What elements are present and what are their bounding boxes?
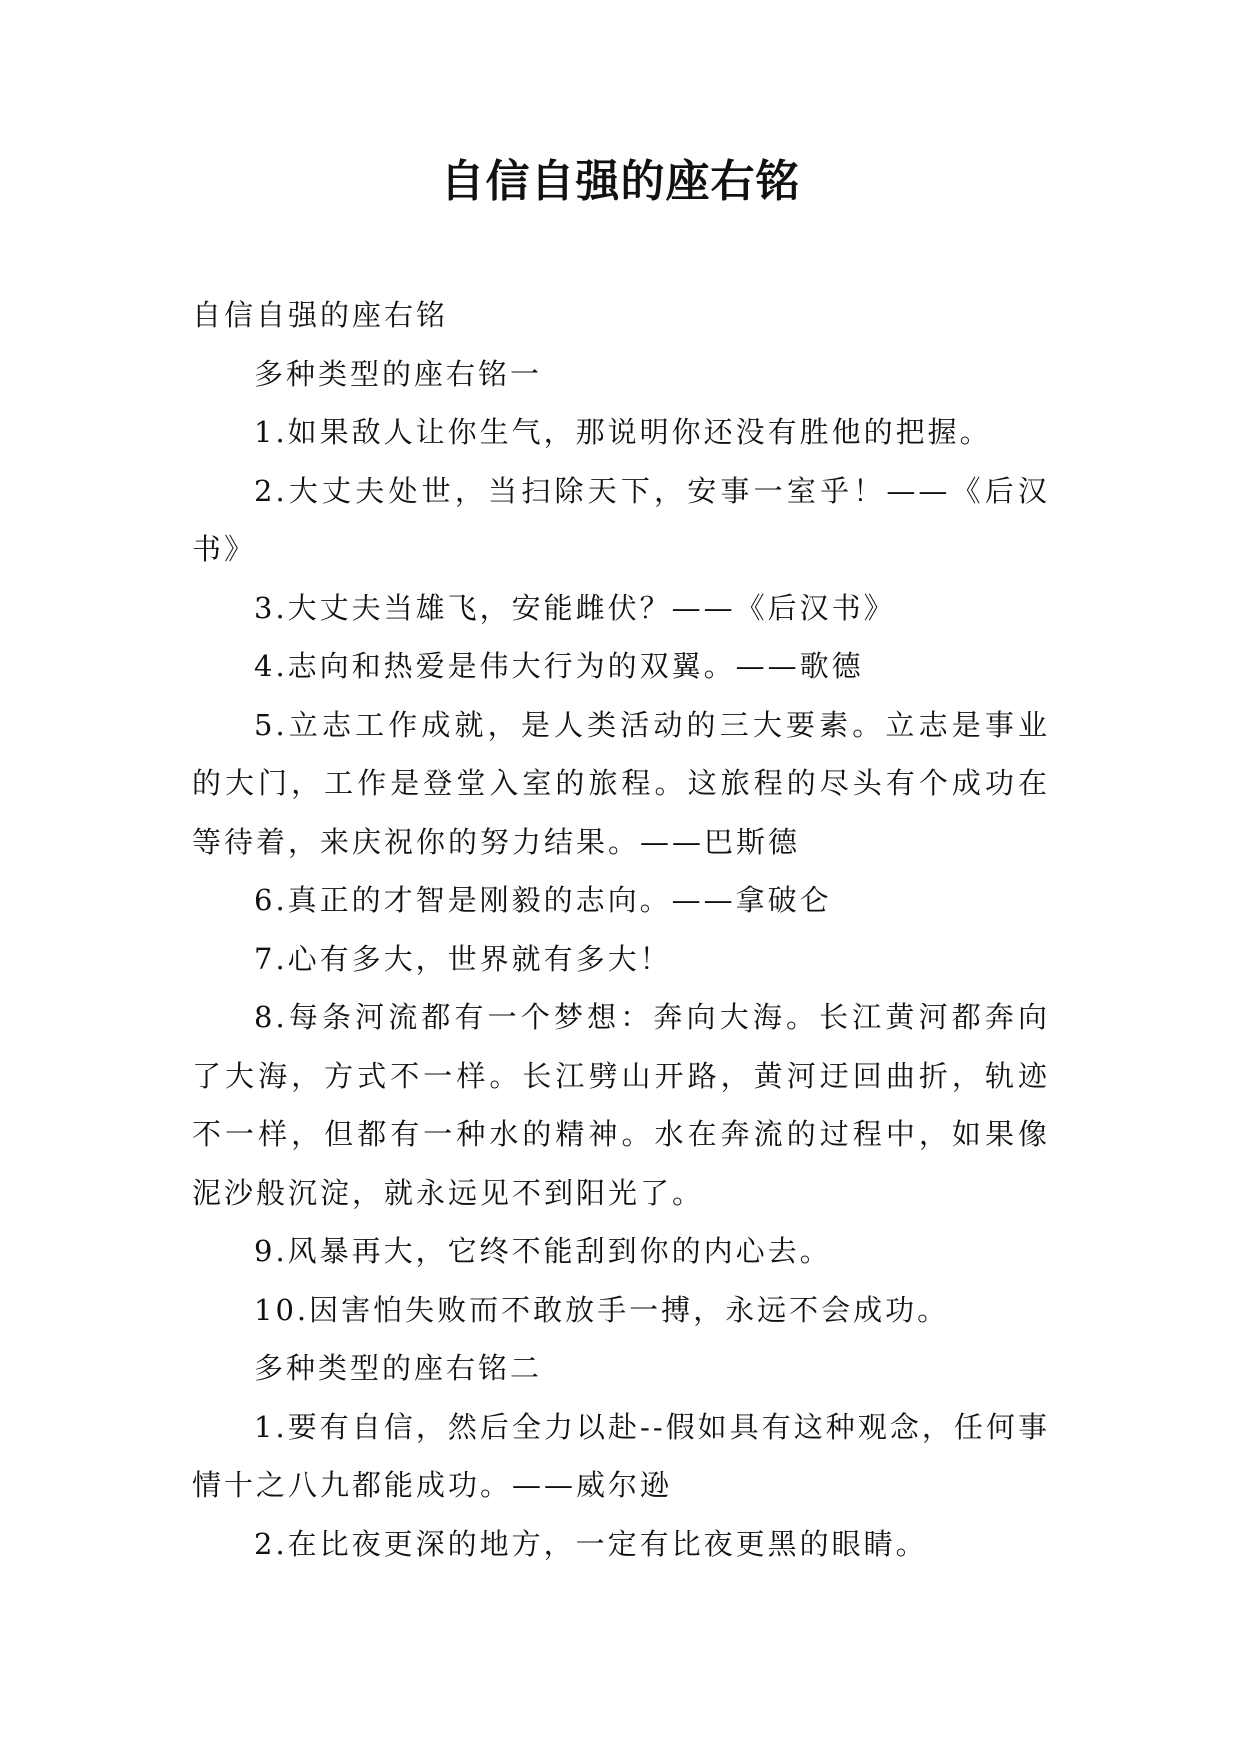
paragraph: 自信自强的座右铭	[192, 298, 449, 332]
paragraph: 6.真正的才智是刚毅的志向。——拿破仑	[254, 883, 832, 917]
section-heading: 多种类型的座右铭二	[254, 1351, 543, 1385]
document-body	[192, 286, 1050, 1573]
paragraph: 3.大丈夫当雄飞，安能雌伏？——《后汉书》	[254, 590, 896, 625]
paragraph: 10.因害怕失败而不敢放手一搏，永远不会成功。	[254, 1292, 950, 1327]
paragraph: 1.要有自信，然后全力以赴--假如具有这种观念，任何事情十之八九都能成功。——威尔逊	[192, 1409, 1050, 1502]
section-heading: 多种类型的座右铭一	[254, 356, 543, 391]
paragraph: 8.每条河流都有一个梦想：奔向大海。长江黄河都奔向了大海，方式不一样。长江劈山开路，黄河迂回曲折，轨迹不一样，但都有一种水的精神。水在奔流的过程中，如果像泥沙般沉淀，就永远见不到阳光了。	[192, 1000, 1050, 1210]
paragraph: 2.大丈夫处世，当扫除天下，安事一室乎！——《后汉书》	[192, 473, 1050, 566]
paragraph: 5.立志工作成就，是人类活动的三大要素。立志是事业的大门，工作是登堂入室的旅程。这旅程的尽头有个成功在等待着，来庆祝你的努力结果。——巴斯德	[192, 707, 1050, 859]
paragraph: 4.志向和热爱是伟大行为的双翼。——歌德	[254, 649, 864, 683]
paragraph: 2.在比夜更深的地方，一定有比夜更黑的眼睛。	[254, 1526, 928, 1561]
paragraph: 7.心有多大，世界就有多大！	[254, 941, 672, 976]
page-title: 自信自强的座右铭	[440, 156, 801, 207]
paragraph: 9.风暴再大，它终不能刮到你的内心去。	[254, 1234, 832, 1268]
paragraph: 1.如果敌人让你生气，那说明你还没有胜他的把握。	[254, 415, 992, 449]
